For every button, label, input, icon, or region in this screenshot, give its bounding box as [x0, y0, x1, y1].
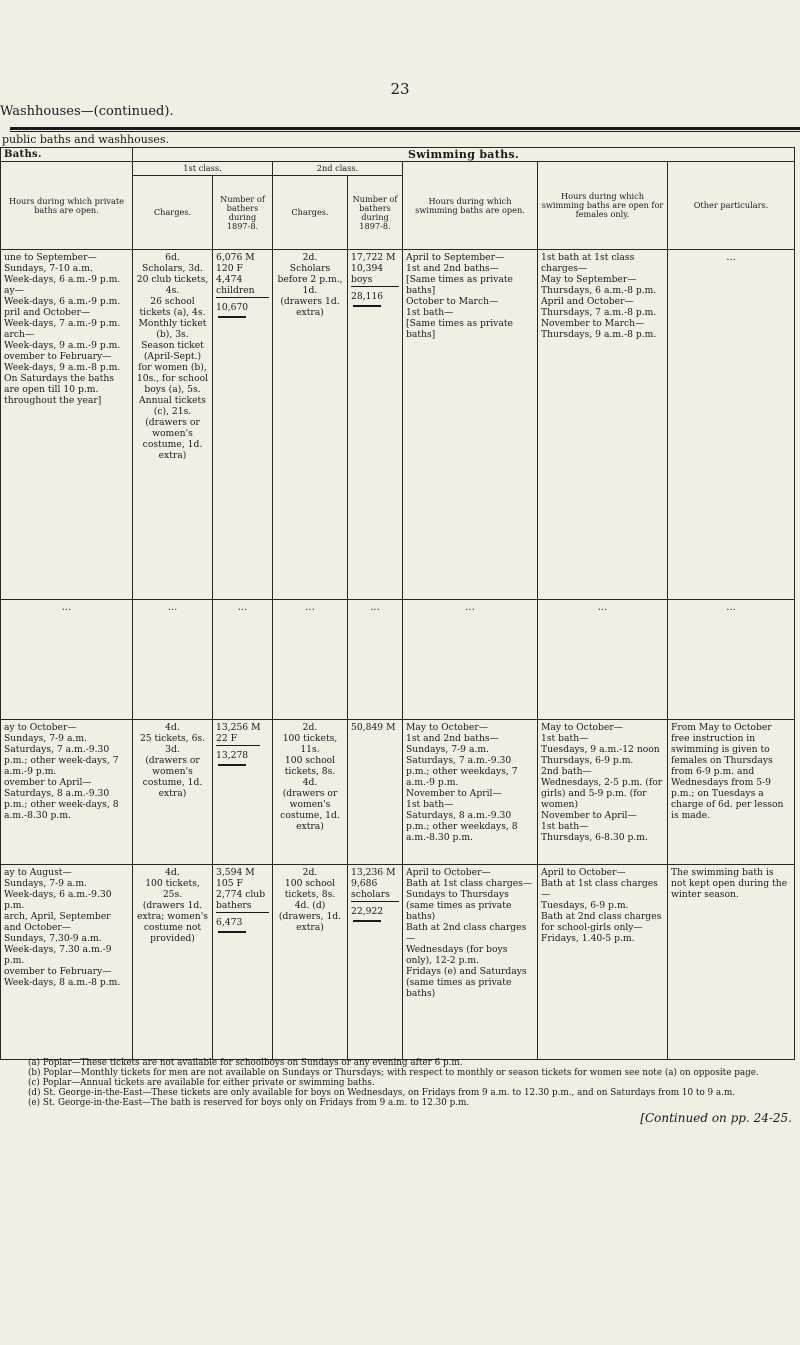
- number-breakdown: 17,722 M 10,394 boys: [351, 252, 399, 287]
- cell-hours-females: April to October— Bath at 1st class charges— Tuesdays, 6-9 p.m. Bath at 2nd class charges for school-girls only— Fridays, 1.40-5 p.m.: [538, 865, 668, 1060]
- table-row-blank: [1, 600, 795, 720]
- cell-other: The swimming bath is not kept open during the winter season.: [668, 865, 795, 1060]
- total-bar: [353, 305, 381, 307]
- blank-cell: ...: [133, 600, 213, 720]
- cell-hours-swim: April to September— 1st and 2nd baths— [Same times as private baths] October to March— 1st bath— [Same times as private baths]: [403, 250, 538, 600]
- header-baths: Baths.: [1, 148, 133, 162]
- blank-cell: ...: [273, 600, 348, 720]
- cell-charges-1: 6d. Scholars, 3d. 20 club tickets, 4s. 26 school tickets (a), 4s. Monthly ticket (b), 3s. Season ticket (April-Sept.) for women (b), 10s., for school boys (a), 5s. Annual tickets (c), 21s. (drawers or women's costume, 1d. extra): [133, 250, 213, 600]
- cell-hours-swim: May to October— 1st and 2nd baths— Sundays, 7-9 a.m. Saturdays, 7 a.m.-9.30 p.m.; other weekdays, 7 a.m.-9 p.m. November to April— 1st bath— Saturdays, 8 a.m.-9.30 p.m.; other weekdays, 8 a.m.-8.30 p.m.: [403, 720, 538, 865]
- footnotes: [0, 1058, 794, 1108]
- header-number-2: Number of bathers during 1897-8.: [348, 176, 403, 250]
- cell-other: ...: [668, 250, 795, 600]
- header-number-1: Number of bathers during 1897-8.: [213, 176, 273, 250]
- cell-charges-1: 4d. 25 tickets, 6s. 3d. (drawers or women's costume, 1d. extra): [133, 720, 213, 865]
- cell-charges-2: 2d. Scholars before 2 p.m., 1d. (drawers 1d. extra): [273, 250, 348, 600]
- footnote: (a) Poplar—These tickets are not available for schoolboys on Sundays or any evening after 6 p.m.: [28, 1058, 463, 1068]
- blank-cell: ...: [403, 600, 538, 720]
- blank-cell: ...: [213, 600, 273, 720]
- divider-rule-thin: [10, 131, 800, 132]
- cell-charges-1: 4d. 100 tickets, 25s. (drawers 1d. extra; women's costume not provided): [133, 865, 213, 1060]
- blank-cell: ...: [538, 600, 668, 720]
- baths-table: [0, 147, 795, 1060]
- total-bar: [218, 764, 246, 766]
- cell-number-1: [213, 250, 273, 600]
- divider-rule: [10, 127, 800, 130]
- header-hours-private: Hours during which private baths are open.: [1, 162, 133, 250]
- footnote: (b) Poplar—Monthly tickets for men are not available on Sundays or Thursdays; with respect to monthly or season tickets for women see note (a) on opposite page.: [28, 1068, 759, 1078]
- blank-cell: ...: [1, 600, 133, 720]
- number-breakdown: 13,236 M 9,686 scholars: [351, 867, 399, 902]
- total-bar: [218, 316, 246, 318]
- header-second-class: 2nd class.: [273, 162, 403, 176]
- header-row-1: [1, 148, 795, 162]
- number-total: 10,670: [216, 302, 249, 313]
- cell-number-1: [213, 720, 273, 865]
- number-breakdown: 13,256 M 22 F: [216, 722, 261, 744]
- header-hours-swim: Hours during which swimming baths are open.: [403, 162, 538, 250]
- number-total: 28,116: [351, 291, 384, 302]
- header-other-particulars: Other particulars.: [668, 162, 795, 250]
- cell-other: From May to October free instruction in swimming is given to females on Thursdays from 6-9 p.m. and Wednesdays from 5-9 p.m.; on Tuesdays a charge of 6d. per lesson is made.: [668, 720, 795, 865]
- footnote: (d) St. George-in-the-East—These tickets are only available for boys on Wednesdays, on Fridays from 9 a.m. to 12.30 p.m., and on Saturdays from 10 to 9 a.m.: [28, 1088, 736, 1098]
- cell-hours-private: ay to August— Sundays, 7-9 a.m. Week-days, 6 a.m.-9.30 p.m. arch, April, September and October— Sundays, 7.30-9 a.m. Week-days, 7.30 a.m.-9 p.m. ovember to February— Week-days, 8 a.m.-8 p.m.: [1, 865, 133, 1060]
- total-bar: [218, 931, 246, 933]
- number-total: 22,922: [351, 906, 384, 917]
- section-title: Washhouses—(continued).: [0, 104, 174, 119]
- cell-hours-swim: April to October— Bath at 1st class charges— Sundays to Thursdays (same times as private baths) Bath at 2nd class charges— Wednesdays (for boys only), 12-2 p.m. Fridays (e) and Saturdays (same times as private baths): [403, 865, 538, 1060]
- number-total: 13,278: [216, 750, 249, 761]
- footnote: (c) Poplar—Annual tickets are available for either private or swimming baths.: [28, 1078, 375, 1088]
- header-swimming-baths: Swimming baths.: [133, 148, 795, 162]
- cell-hours-private: ay to October— Sundays, 7-9 a.m. Saturdays, 7 a.m.-9.30 p.m.; other week-days, 7 a.m.-9 p.m. ovember to April— Saturdays, 8 a.m.-9.30 p.m.; other week-days, 8 a.m.-8.30 p.m.: [1, 720, 133, 865]
- cell-number-2: [348, 865, 403, 1060]
- cell-hours-females: May to October— 1st bath— Tuesdays, 9 a.m.-12 noon Thursdays, 6-9 p.m. 2nd bath— Wednesdays, 2-5 p.m. (for girls) and 5-9 p.m. (for women) November to April— 1st bath— Thursdays, 6-8.30 p.m.: [538, 720, 668, 865]
- blank-cell: ...: [668, 600, 795, 720]
- footnote: (e) St. George-in-the-East—The bath is reserved for boys only on Fridays from 9 a.m. to 12.30 p.m.: [28, 1098, 470, 1108]
- number-breakdown: 50,849 M: [351, 722, 396, 733]
- cell-number-2: [348, 720, 403, 865]
- cell-number-1: [213, 865, 273, 1060]
- header-hours-females: Hours during which swimming baths are open for females only.: [538, 162, 668, 250]
- cell-hours-females: 1st bath at 1st class charges— May to September— Thursdays, 6 a.m.-8 p.m. April and October— Thursdays, 7 a.m.-8 p.m. November to March— Thursdays, 9 a.m.-8 p.m.: [538, 250, 668, 600]
- blank-cell: ...: [348, 600, 403, 720]
- table-row: [1, 865, 795, 1060]
- number-breakdown: 6,076 M 120 F 4,474 children: [216, 252, 269, 298]
- number-breakdown: 3,594 M 105 F 2,774 club bathers: [216, 867, 269, 913]
- header-charges-1: Charges.: [133, 176, 213, 250]
- total-bar: [353, 920, 381, 922]
- table-row: [1, 250, 795, 600]
- cell-charges-2: 2d. 100 tickets, 11s. 100 school tickets, 8s. 4d. (drawers or women's costume, 1d. extra): [273, 720, 348, 865]
- table-row: [1, 720, 795, 865]
- header-row-2: [1, 162, 795, 176]
- cell-hours-private: une to September— Sundays, 7-10 a.m. Week-days, 6 a.m.-9 p.m. ay— Week-days, 6 a.m.-9 p.m. pril and October— Week-days, 7 a.m.-9 p.m. arch— Week-days, 9 a.m.-9 p.m. ovember to February— Week-days, 9 a.m.-8 p.m. On Saturdays the baths are open till 10 p.m. throughout the year]: [1, 250, 133, 600]
- number-total: 6,473: [216, 917, 243, 928]
- cell-charges-2: 2d. 100 school tickets, 8s. 4d. (d) (drawers, 1d. extra): [273, 865, 348, 1060]
- header-charges-2: Charges.: [273, 176, 348, 250]
- page-number: 23: [390, 80, 410, 98]
- subsection-title: public baths and washhouses.: [2, 133, 170, 146]
- cell-number-2: [348, 250, 403, 600]
- header-first-class: 1st class.: [133, 162, 273, 176]
- continued-note: [Continued on pp. 24-25.: [640, 1111, 792, 1125]
